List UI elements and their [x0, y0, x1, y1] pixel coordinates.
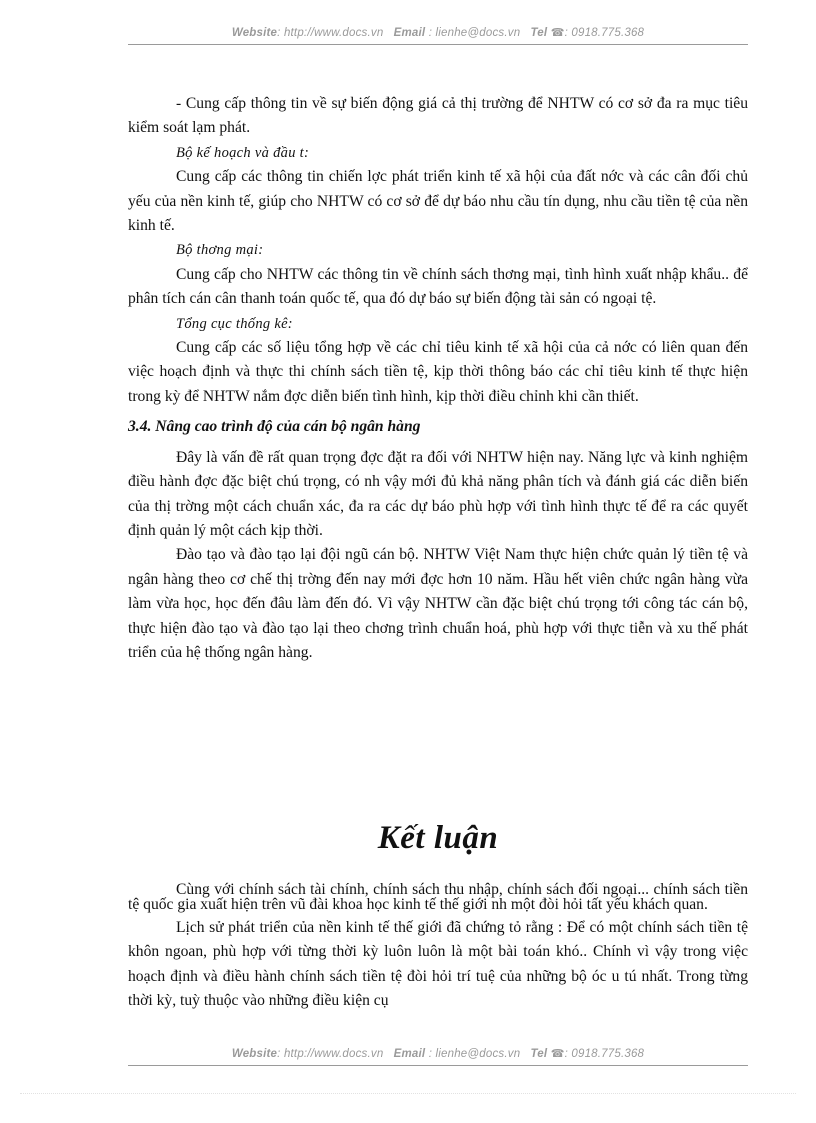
- conclusion-body: [128, 882, 748, 1014]
- paragraph: Cung cấp cho NHTW các thông tin về chính sách thơng mại, tình hình xuất nhập khẩu.. để phân tích cán cân thanh toán quốc tế, qua đó dự báo sự biến động tài sản có ngoại tệ.: [128, 265, 748, 308]
- document-body: [128, 92, 748, 665]
- conclusion-title: Kết luận: [377, 820, 499, 856]
- tel-label: Tel: [530, 27, 548, 39]
- tel-value: : 0918.775.368: [564, 1048, 645, 1060]
- footer-rule: [128, 1065, 748, 1066]
- page-bottom-divider: [20, 1093, 796, 1094]
- section-heading: 3.4. Nâng cao trình độ của cán bộ ngân hàng: [128, 418, 421, 436]
- website-label: Website: [231, 27, 278, 39]
- subheading-statistics-office: Tổng cục thống kê:: [176, 315, 293, 332]
- phone-icon: ☎: [550, 1048, 565, 1060]
- paragraph: Đào tạo và đào tạo lại đội ngũ cán bộ. NHTW Việt Nam thực hiện chức quản lý tiền tệ và ngân hàng theo cơ chế thị trờng đến nay mới đợc hơn 10 năm. Hầu hết viên chức ngân hàng vừa làm vừa học, học đến đâu làm đến đó. Vì vậy NHTW cần đặc biệt chú trọng tới công tác cán bộ, thực hiện đào tạo và đào tạo lại theo chơng trình chuẩn hoá, phù hợp với thực tiễn và xu thế phát triển của hệ thống ngân hàng.: [128, 546, 748, 661]
- website-value[interactable]: : http://www.docs.vn: [277, 27, 384, 39]
- email-value[interactable]: : lienhe@docs.vn: [428, 1048, 521, 1060]
- paragraph: Cung cấp các số liệu tổng hợp về các chỉ tiêu kinh tế xã hội của cả nớc có liên quan đến việc hoạch định và thực thi chính sách tiền tệ, kịp thời thông báo các chỉ tiêu kinh tế thực hiện trong kỳ để NHTW nắm đợc diễn biến tình hình, kịp thời điều chỉnh khi cần thiết.: [128, 339, 748, 405]
- tel-value: : 0918.775.368: [564, 27, 645, 39]
- page-footer: [128, 1047, 748, 1060]
- paragraph: Cung cấp các thông tin chiến lợc phát triển kinh tế xã hội của đất nớc và các cân đối chủ yếu của nền kinh tế, giúp cho NHTW có cơ sở để dự báo nhu cầu tín dụng, nhu cầu tiền tệ của nền kinh tế.: [128, 168, 748, 235]
- website-label: Website: [231, 1048, 278, 1060]
- website-value[interactable]: : http://www.docs.vn: [277, 1048, 384, 1060]
- email-value[interactable]: : lienhe@docs.vn: [428, 27, 521, 39]
- email-label: Email: [393, 1048, 426, 1060]
- page-header: [128, 26, 748, 39]
- paragraph: Lịch sử phát triển của nền kinh tế thế giới đã chứng tỏ rằng : Để có một chính sách tiền tệ khôn ngoan, phù hợp với từng thời kỳ luôn luôn là một bài toán khó.. Chính vì vậy trong việc hoạch định và điều hành chính sách tiền tệ đòi hỏi trí tuệ của những bộ óc u tú nhất. Trong từng thời kỳ, tuỳ thuộc vào những điều kiện cụ: [128, 919, 748, 1010]
- paragraph: Cùng với chính sách tài chính, chính sách thu nhập, chính sách đối ngoại... chính sách tiền tệ quốc gia xuất hiện trên vũ đài khoa học kinh tế thế giới nh một đòi hỏi tất yếu khách quan.: [128, 881, 748, 913]
- subheading-ministry-trade: Bộ thơng mại:: [176, 242, 264, 259]
- subheading-ministry-planning: Bộ kế hoạch và đầu t:: [176, 144, 310, 161]
- email-label: Email: [393, 27, 426, 39]
- paragraph: - Cung cấp thông tin về sự biến động giá cả thị trường để NHTW có cơ sở đa ra mục tiêu kiểm soát lạm phát.: [128, 95, 748, 137]
- header-rule: [128, 44, 748, 45]
- phone-icon: ☎: [550, 27, 565, 39]
- tel-label: Tel: [530, 1048, 548, 1060]
- paragraph: Đây là vấn đề rất quan trọng đợc đặt ra đối với NHTW hiện nay. Năng lực và kinh nghiệm điều hành đợc đặc biệt chú trọng, có nh vậy mới đủ khả năng phân tích và đánh giá các diễn biến của thị trờng một cách chuẩn xác, đa ra các dự báo phù hợp với tình hình thực tế để ra các quyết định quản lý một cách kịp thời.: [128, 448, 748, 539]
